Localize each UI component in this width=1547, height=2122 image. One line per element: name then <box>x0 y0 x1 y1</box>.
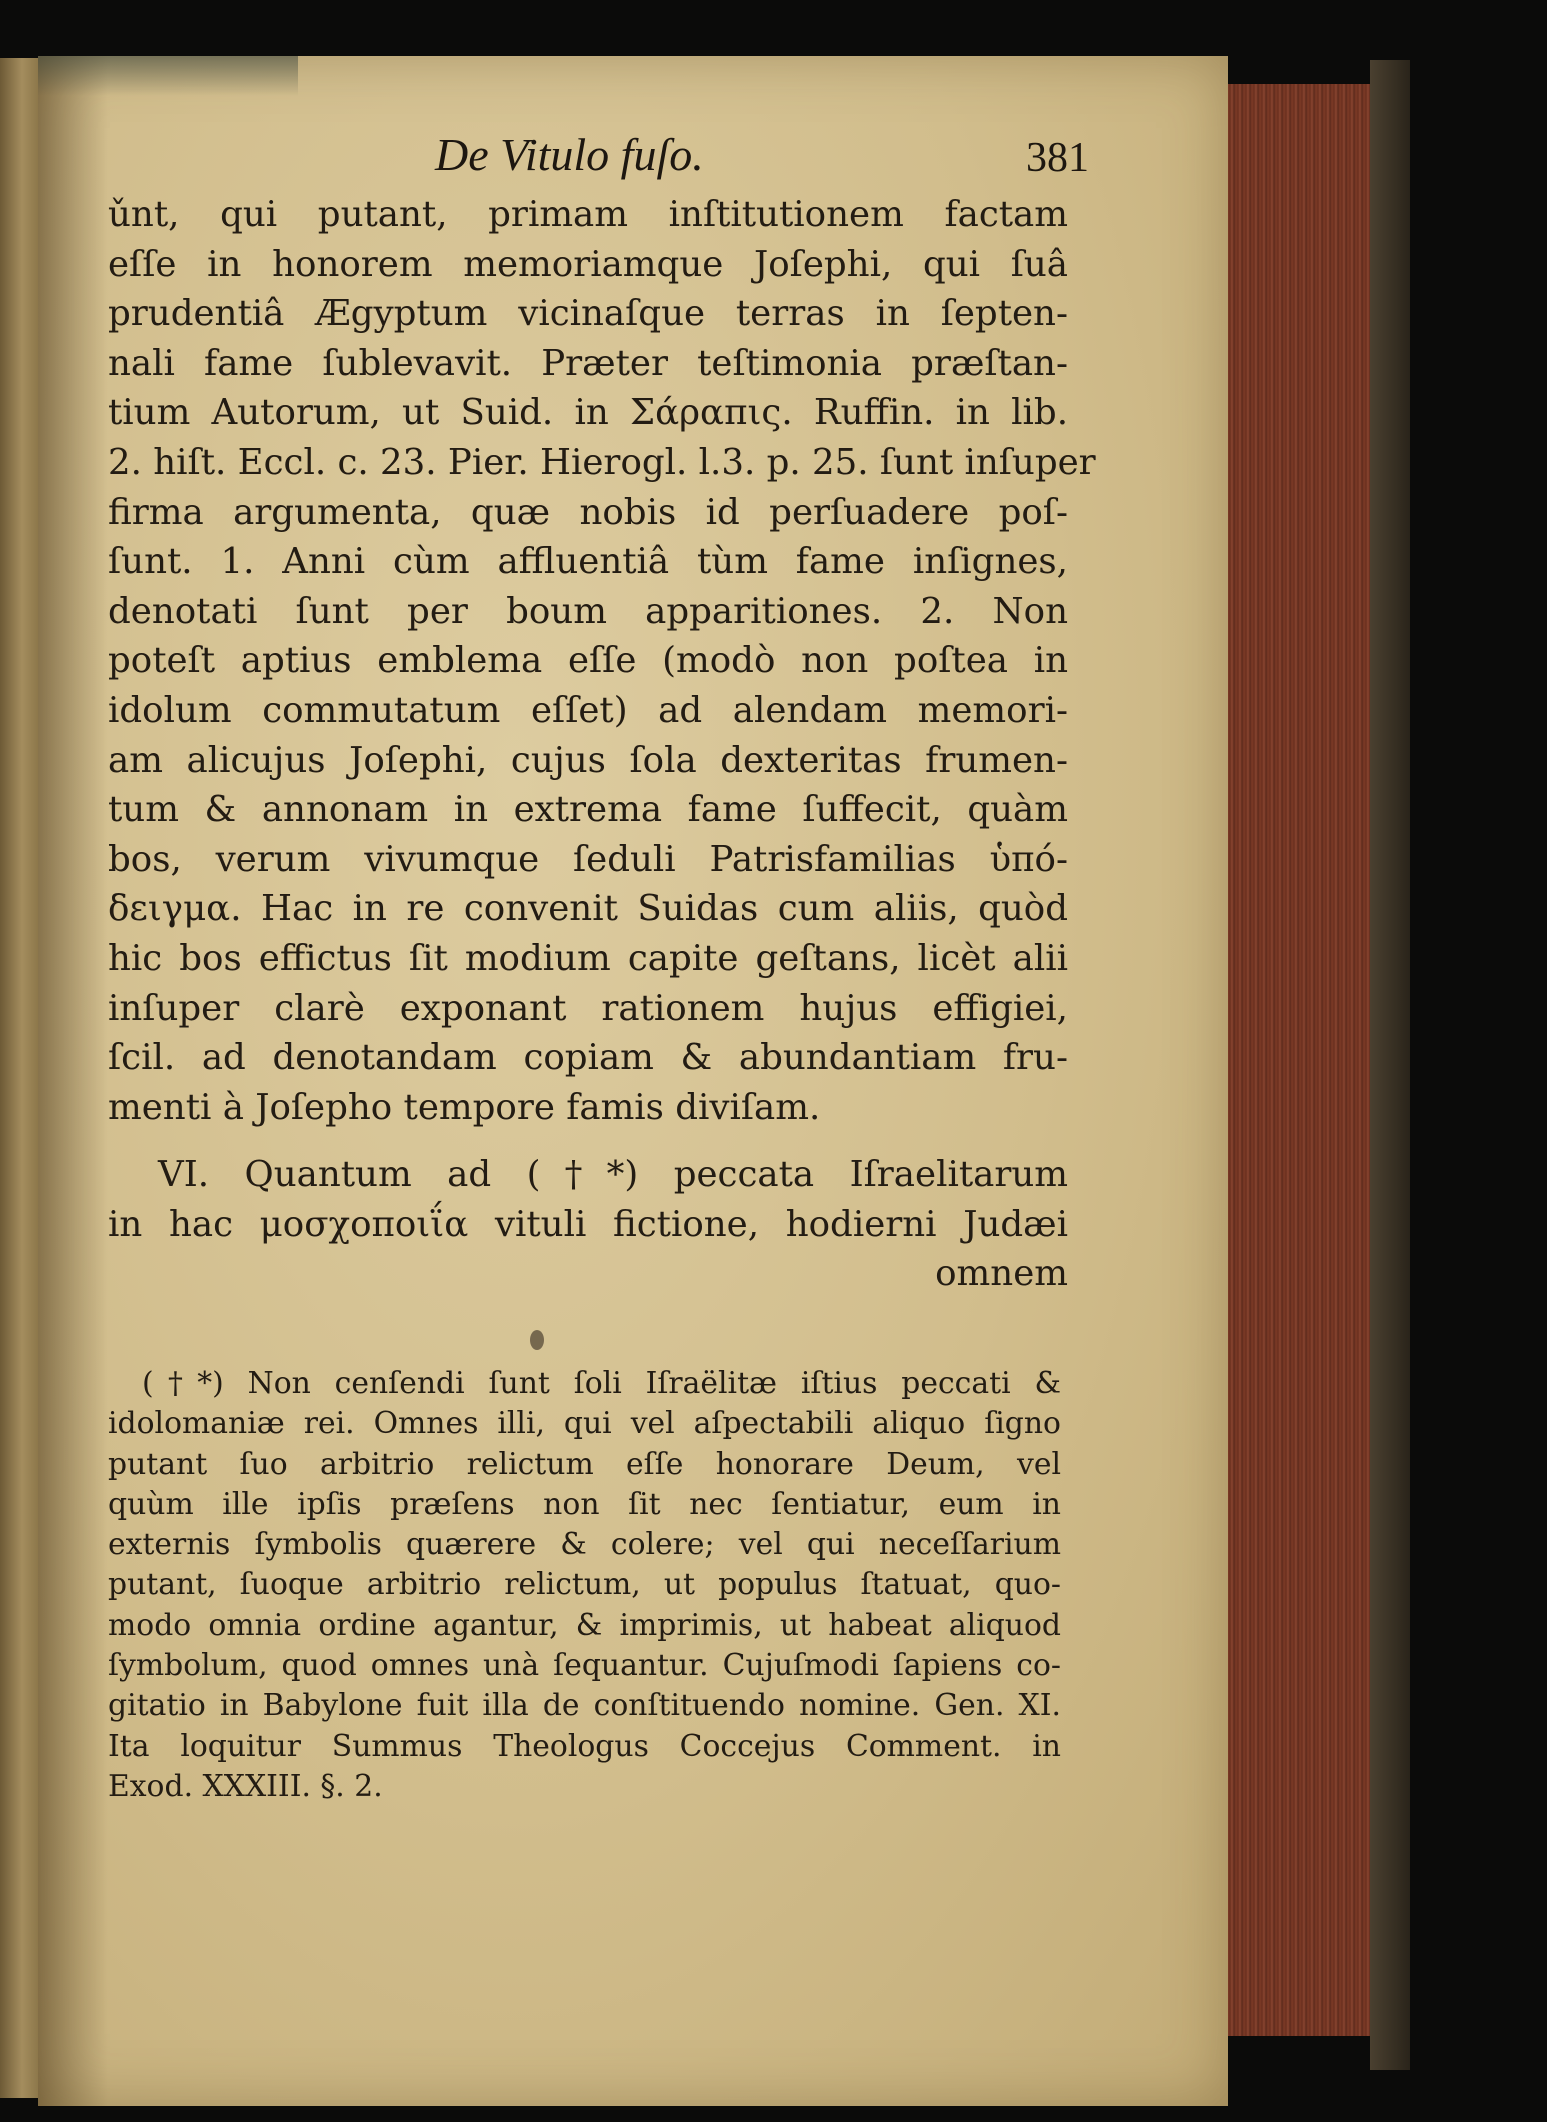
catchword: omnem <box>935 1253 1068 1295</box>
footnote-block <box>108 1364 1061 1807</box>
footnote-line: putant ſuo arbitrio relictum eſſe honorare Deum, vel <box>108 1446 1061 1482</box>
footnote-line: putant, ſuoque arbitrio relictum, ut populus ſtatuat, quo- <box>108 1567 1061 1603</box>
text-line: menti à Joſepho tempore famis diviſam. <box>108 1086 821 1128</box>
gutter-shadow <box>38 56 108 2106</box>
cover-edge-shadow <box>1370 60 1410 2070</box>
footnote-line: Ita loquitur Summus Theologus Coccejus Comment. in <box>108 1728 1061 1764</box>
footnote-line: idolomaniæ rei. Omnes illi, qui vel aſpectabili aliquo ſigno <box>108 1406 1061 1442</box>
page-block-fore-edge <box>1222 84 1376 2036</box>
text-line: tum & annonam in extrema fame ſuffecit, quàm <box>108 789 1068 831</box>
text-line: inſuper clarè exponant rationem hujus effigiei, <box>108 987 1068 1029</box>
section-vi-line: VI. Quantum ad (†*) peccata Iſraelitarum <box>158 1154 1068 1196</box>
text-line: ſunt. 1. Anni cùm affluentiâ tùm fame inſignes, <box>108 541 1068 583</box>
footnote-line: modo omnia ordine agantur, & imprimis, ut habeat aliquod <box>108 1607 1061 1643</box>
running-title: De Vitulo fuſo. <box>435 129 704 180</box>
facing-page-edge <box>0 58 40 2098</box>
text-line: prudentiâ Ægyptum vicinaſque terras in ſepten- <box>108 293 1068 335</box>
text-line: bos, verum vivumque ſeduli Patrisfamilias ὑπό- <box>108 838 1068 880</box>
text-line: tium Autorum, ut Suid. in Σάραπις. Ruffin. in lib. <box>108 392 1068 434</box>
text-line: hic bos effictus ſit modium capite geſtans, licèt alii <box>108 937 1068 979</box>
ink-blot <box>530 1330 544 1350</box>
text-line: denotati ſunt per boum apparitiones. 2. Non <box>108 590 1068 632</box>
footnote-line: (†*) Non cenſendi ſunt ſoli Iſraëlitæ iſtius peccati & <box>142 1366 1061 1401</box>
footnote-line: gitatio in Babylone fuit illa de conſtituendo nomine. Gen. XI. <box>108 1688 1061 1724</box>
text-line: eſſe in honorem memoriamque Joſephi, qui ſuâ <box>108 243 1068 285</box>
footnote-line: externis ſymbolis quærere & colere; vel qui neceſſarium <box>108 1527 1061 1563</box>
text-line: ſcil. ad denotandam copiam & abundantiam fru- <box>108 1037 1068 1079</box>
footnote-line: Exod. XXXIII. §. 2. <box>108 1768 383 1804</box>
footnote-line: quùm ille ipſis præſens non ſit nec ſentiatur, eum in <box>108 1486 1061 1522</box>
text-line: firma argumenta, quæ nobis id perſuadere poſ- <box>108 491 1068 533</box>
page-number: 381 <box>1026 135 1089 181</box>
text-line: in hac μοσχοποιΐα vituli fictione, hodierni Judæi <box>108 1203 1068 1245</box>
text-line: nali fame ſublevavit. Præter teſtimonia præſtan- <box>108 342 1068 384</box>
text-line: ǔnt, qui putant, primam inſtitutionem factam <box>108 194 1068 235</box>
text-line: poteſt aptius emblema eſſe (modò non poſtea in <box>108 640 1068 682</box>
text-line: 2. hiſt. Eccl. c. 23. Pier. Hierogl. l.3. p. 25. ſunt inſuper <box>108 441 1096 483</box>
main-text-block <box>108 190 1096 1299</box>
text-line: am alicujus Joſephi, cujus ſola dexteritas frumen- <box>108 739 1068 781</box>
text-line: δειγμα. Hac in re convenit Suidas cum aliis, quòd <box>108 888 1068 930</box>
text-line: idolum commutatum eſſet) ad alendam memori- <box>108 689 1068 731</box>
paragraph-gap <box>108 1132 1068 1150</box>
footnote-line: ſymbolum, quod omnes unà ſequantur. Cujuſmodi ſapiens co- <box>108 1648 1061 1684</box>
page-stain <box>38 56 298 96</box>
